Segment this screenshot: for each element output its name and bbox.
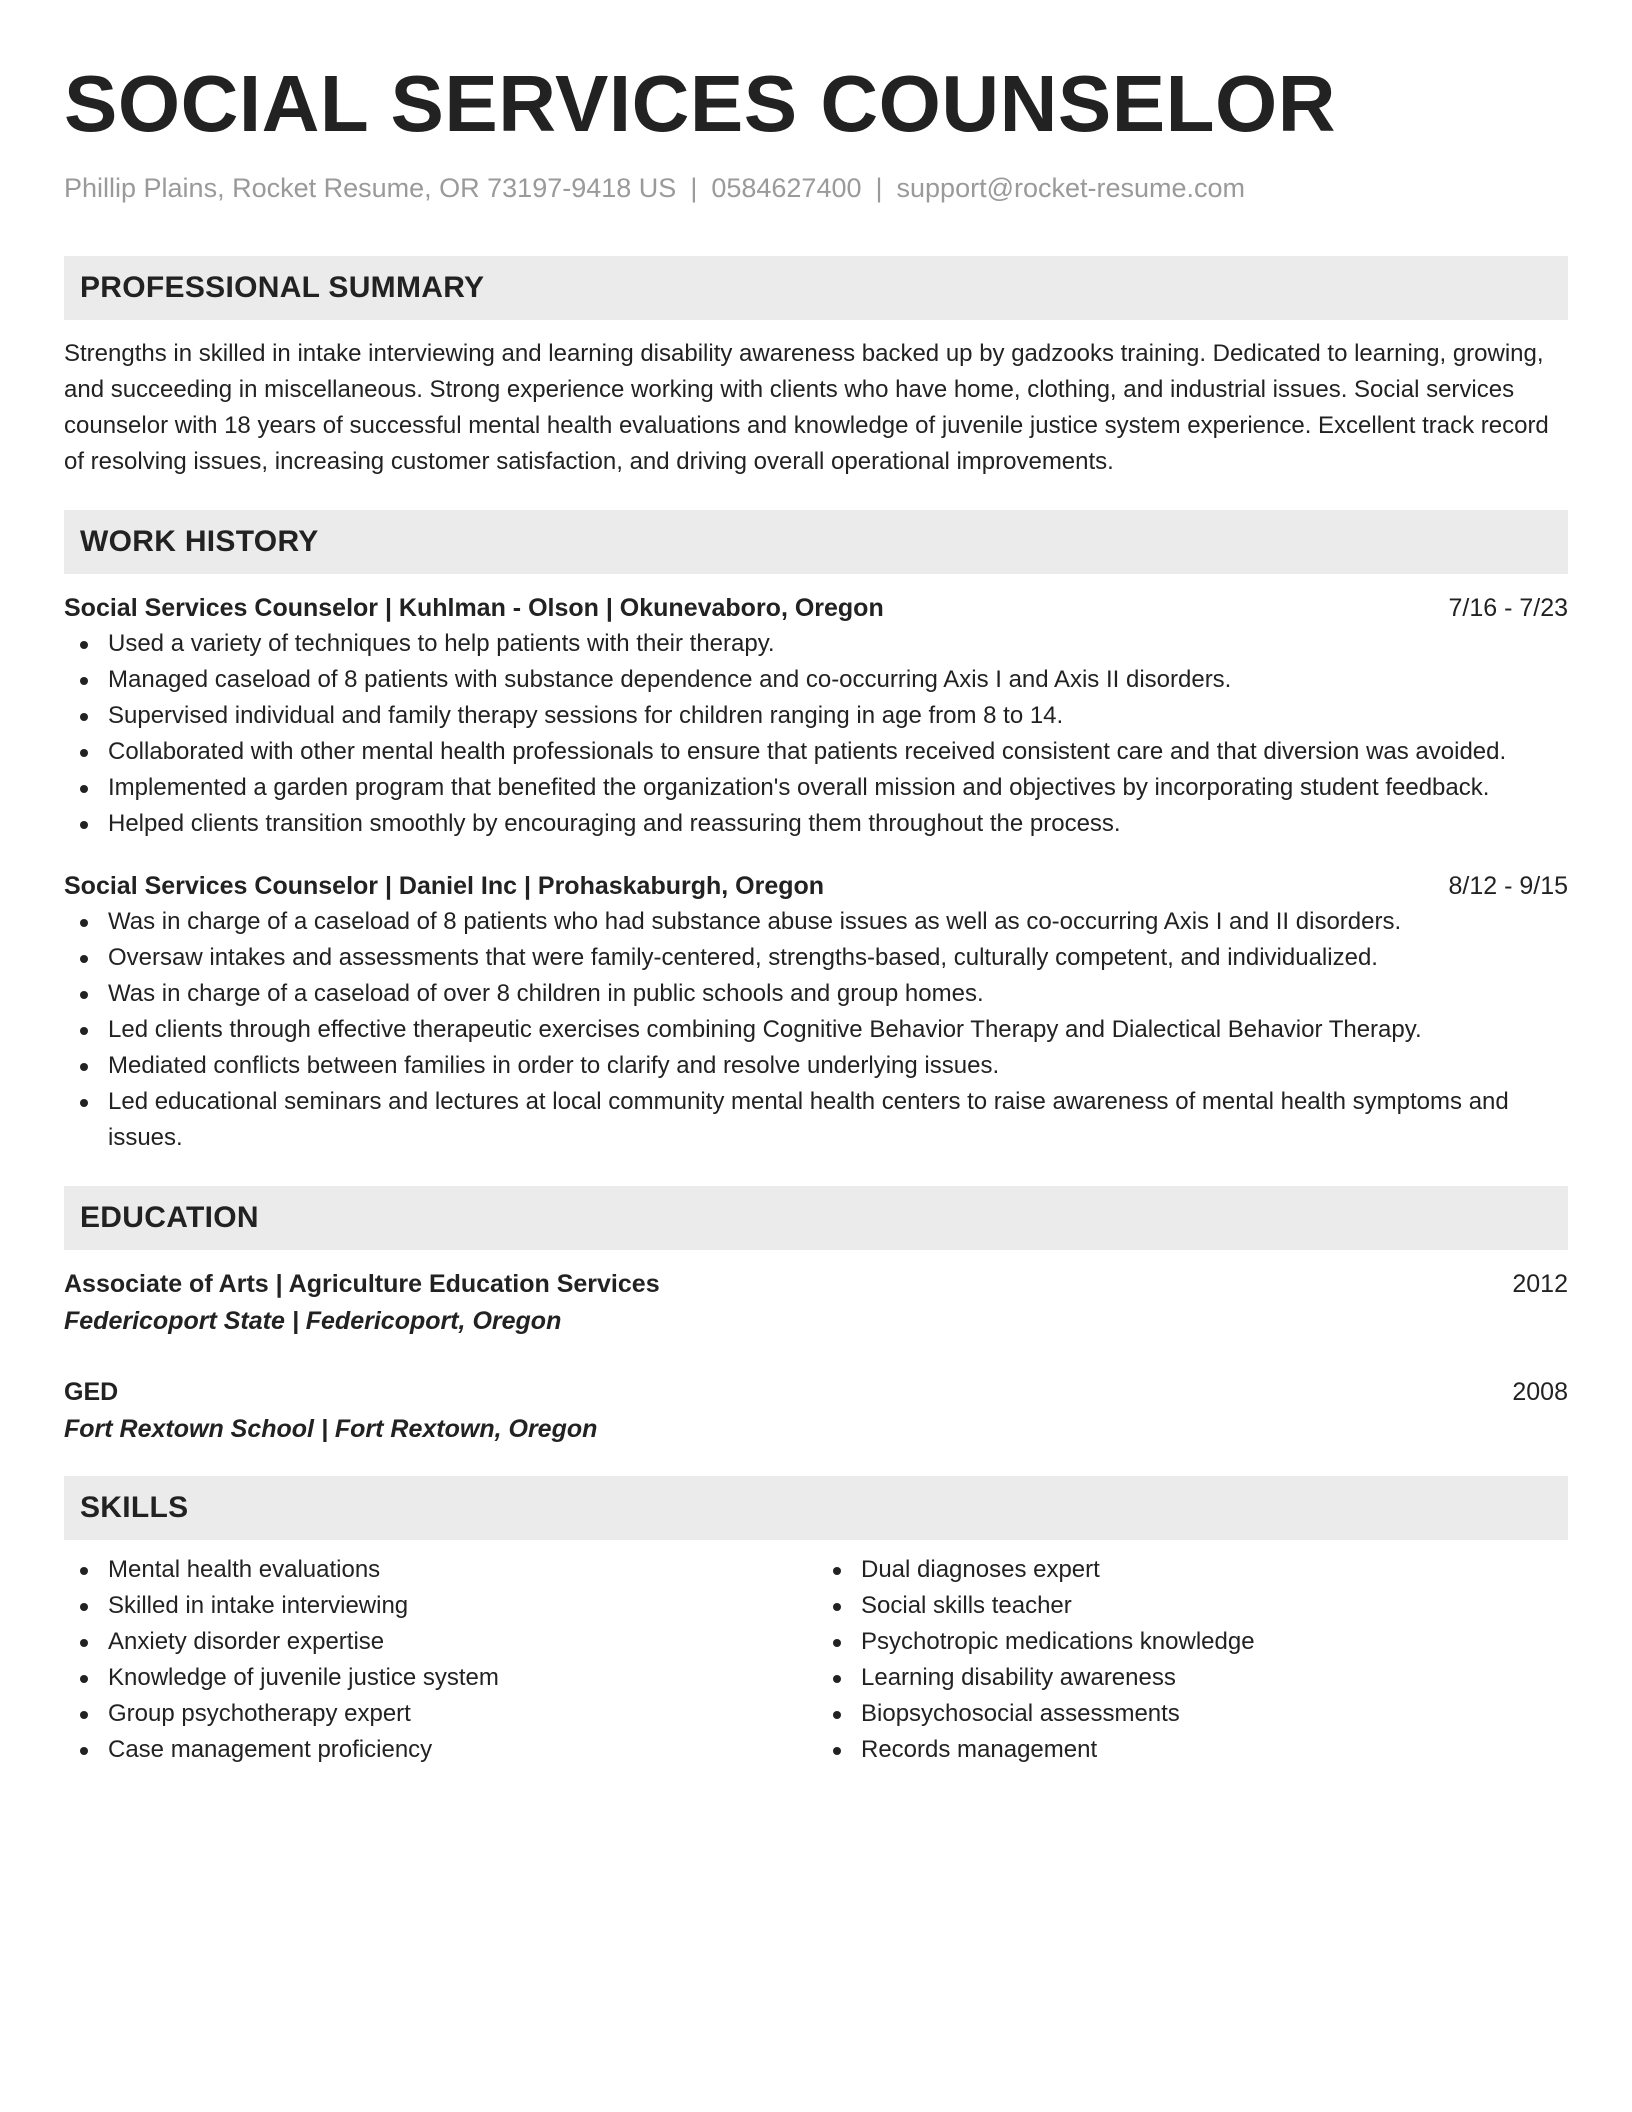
contact-phone: 0584627400 bbox=[711, 173, 862, 203]
education-heading bbox=[64, 1374, 1568, 1410]
job-title: Social Services Counselor | Kuhlman - Olson | Okunevaboro, Oregon bbox=[64, 594, 884, 622]
list-item: Learning disability awareness bbox=[817, 1660, 1568, 1696]
list-item: Case management proficiency bbox=[64, 1732, 815, 1768]
list-item: Supervised individual and family therapy sessions for children ranging in age from 8 to 14. bbox=[64, 698, 1568, 734]
education-year: 2012 bbox=[1512, 1270, 1568, 1298]
contact-address: Phillip Plains, Rocket Resume, OR 73197-9418 US bbox=[64, 173, 677, 203]
skills-column-right bbox=[815, 1552, 1568, 1768]
education-entry bbox=[64, 1374, 1568, 1448]
list-item: Oversaw intakes and assessments that were family-centered, strengths-based, culturally competent, and individualized. bbox=[64, 940, 1568, 976]
list-item: Mediated conflicts between families in order to clarify and resolve underlying issues. bbox=[64, 1048, 1568, 1084]
education-school: Federicoport State | Federicoport, Oregon bbox=[64, 1307, 562, 1335]
education-entry bbox=[64, 1266, 1568, 1340]
skills-list bbox=[64, 1552, 1568, 1768]
job-bullet-list bbox=[64, 904, 1568, 1156]
list-item: Dual diagnoses expert bbox=[817, 1552, 1568, 1588]
education-school: Fort Rextown School | Fort Rextown, Oregon bbox=[64, 1415, 598, 1443]
list-item: Collaborated with other mental health professionals to ensure that patients received consistent care and that diversion was avoided. bbox=[64, 734, 1568, 770]
job-heading bbox=[64, 868, 1568, 904]
education-degree: GED bbox=[64, 1378, 119, 1406]
page-title: SOCIAL SERVICES COUNSELOR bbox=[64, 59, 1336, 148]
contact-separator: | bbox=[690, 173, 698, 203]
education-heading bbox=[64, 1266, 1568, 1302]
list-item: Was in charge of a caseload of over 8 children in public schools and group homes. bbox=[64, 976, 1568, 1012]
list-item: Psychotropic medications knowledge bbox=[817, 1624, 1568, 1660]
job-dates: 8/12 - 9/15 bbox=[1448, 872, 1568, 900]
list-item: Skilled in intake interviewing bbox=[64, 1588, 815, 1624]
job-heading bbox=[64, 590, 1568, 626]
list-item: Used a variety of techniques to help patients with their therapy. bbox=[64, 626, 1568, 662]
list-item: Implemented a garden program that benefited the organization's overall mission and objectives by incorporating student feedback. bbox=[64, 770, 1568, 806]
list-item: Led educational seminars and lectures at local community mental health centers to raise awareness of mental health symptoms and issues. bbox=[64, 1084, 1568, 1156]
job-bullet-list bbox=[64, 626, 1568, 842]
summary-text: Strengths in skilled in intake interviewing and learning disability awareness backed up by gadzooks training. Dedicated to learning, growing, and succeeding in miscellaneous. Strong experience working with clients who have home, clothing, and industrial issues. Social services counselor with 18 years of successful mental health evaluations and knowledge of juvenile justice system experience. Excellent track record of resolving issues, increasing customer satisfaction, and driving overall operational improvements. bbox=[64, 340, 1549, 475]
contact-separator: | bbox=[875, 173, 883, 203]
list-item: Was in charge of a caseload of 8 patients who had substance abuse issues as well as co-occurring Axis I and II disorders. bbox=[64, 904, 1568, 940]
list-item: Knowledge of juvenile justice system bbox=[64, 1660, 815, 1696]
education-degree: Associate of Arts | Agriculture Education Services bbox=[64, 1270, 660, 1298]
list-item: Group psychotherapy expert bbox=[64, 1696, 815, 1732]
section-header-skills: SKILLS bbox=[64, 1476, 1568, 1540]
contact-email: support@rocket-resume.com bbox=[896, 173, 1246, 203]
section-header-education: EDUCATION bbox=[64, 1186, 1568, 1250]
skills-column-left bbox=[64, 1552, 815, 1768]
list-item: Records management bbox=[817, 1732, 1568, 1768]
section-header-work-history: WORK HISTORY bbox=[64, 510, 1568, 574]
list-item: Mental health evaluations bbox=[64, 1552, 815, 1588]
list-item: Social skills teacher bbox=[817, 1588, 1568, 1624]
job-dates: 7/16 - 7/23 bbox=[1448, 594, 1568, 622]
list-item: Helped clients transition smoothly by encouraging and reassuring them throughout the process. bbox=[64, 806, 1568, 842]
education-year: 2008 bbox=[1512, 1378, 1568, 1406]
list-item: Managed caseload of 8 patients with substance dependence and co-occurring Axis I and Axis II disorders. bbox=[64, 662, 1568, 698]
list-item: Biopsychosocial assessments bbox=[817, 1696, 1568, 1732]
section-header-summary: PROFESSIONAL SUMMARY bbox=[64, 256, 1568, 320]
contact-line bbox=[64, 170, 1568, 206]
list-item: Anxiety disorder expertise bbox=[64, 1624, 815, 1660]
job-title: Social Services Counselor | Daniel Inc | Prohaskaburgh, Oregon bbox=[64, 872, 825, 900]
list-item: Led clients through effective therapeutic exercises combining Cognitive Behavior Therapy and Dialectical Behavior Therapy. bbox=[64, 1012, 1568, 1048]
